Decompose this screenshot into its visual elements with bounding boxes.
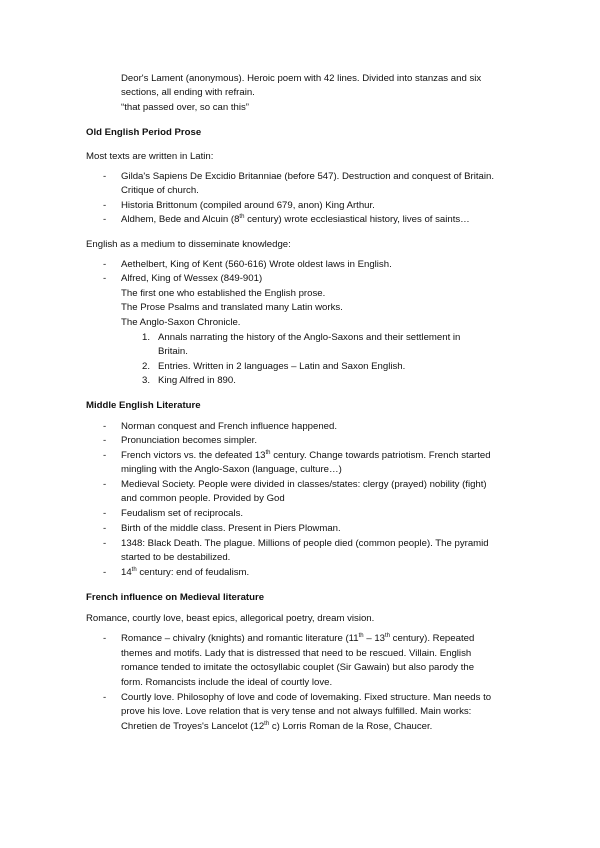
oe-bullet-1-line-2: Critique of church.	[121, 185, 199, 196]
bullet-dash: -	[103, 171, 107, 182]
deor-line-2: sections, all ending with refrain.	[121, 87, 255, 98]
numbered-item-1-line-1: Annals narrating the history of the Anglo-Saxons and their settlement in	[158, 332, 461, 343]
bullet-dash: -	[103, 450, 107, 461]
fr-bullet-1-line-2: themes and motifs. Lady that is distressed that need to be rescued. Villain. English	[121, 648, 472, 659]
numbered-marker: 3.	[142, 375, 151, 386]
fr-bullet-2-line-1: Courtly love. Philosophy of love and code of lovemaking. Fixed structure. Man needs to	[121, 692, 492, 703]
heading-french-influence: French influence on Medieval literature	[86, 592, 265, 603]
bullet-dash: -	[103, 523, 107, 534]
me-bullet-2: Pronunciation becomes simpler.	[121, 435, 257, 446]
oe-bullet2-2-sub-3: The Anglo-Saxon Chronicle.	[121, 317, 241, 328]
french-intro: Romance, courtly love, beast epics, allegorical poetry, dream vision.	[86, 613, 375, 624]
me-bullet-3-line-1: French victors vs. the defeated 13th century. Change towards patriotism. French started	[121, 450, 491, 461]
numbered-item-2: Entries. Written in 2 languages – Latin and Saxon English.	[158, 361, 406, 372]
bullet-dash: -	[103, 508, 107, 519]
deor-line-3: “that passed over, so can this”	[121, 102, 249, 113]
me-bullet-4-line-1: Medieval Society. People were divided in classes/states: clergy (prayed) nobility (fight)	[121, 479, 487, 490]
fr-bullet-1-line-4: form. Romancists include the ideal of courtly love.	[121, 677, 333, 688]
fr-bullet-1-line-3: romance tended to imitate the octosyllabic couplet (Sir Gawain) but also parody the	[121, 662, 475, 673]
oe-bullet2-2: Alfred, King of Wessex (849-901)	[121, 273, 263, 284]
bullet-dash: -	[103, 435, 107, 446]
oe-intro: Most texts are written in Latin:	[86, 151, 214, 162]
bullet-dash: -	[103, 692, 107, 703]
numbered-item-1-line-2: Britain.	[158, 346, 188, 357]
me-bullet-5: Feudalism set of reciprocals.	[121, 508, 244, 519]
bullet-dash: -	[103, 633, 107, 644]
oe-bullet-1-line-1: Gilda's Sapiens De Excidio Britanniae (before 547). Destruction and conquest of Britain.	[121, 171, 494, 182]
oe-bullet2-2-sub-1: The first one who established the English prose.	[121, 288, 326, 299]
fr-bullet-1-line-1: Romance – chivalry (knights) and romantic literature (11th – 13th century). Repeated	[121, 633, 475, 644]
me-bullet-7-line-1: 1348: Black Death. The plague. Millions of people died (common people). The pyramid	[121, 538, 489, 549]
bullet-dash: -	[103, 259, 107, 270]
bullet-dash: -	[103, 538, 107, 549]
heading-middle-english: Middle English Literature	[86, 400, 201, 411]
deor-line-1: Deor's Lament (anonymous). Heroic poem with 42 lines. Divided into stanzas and six	[121, 73, 482, 84]
oe-bullet2-1: Aethelbert, King of Kent (560-616) Wrote oldest laws in English.	[121, 259, 392, 270]
oe-bullet2-2-sub-2: The Prose Psalms and translated many Latin works.	[121, 302, 343, 313]
bullet-dash: -	[103, 200, 107, 211]
numbered-marker: 1.	[142, 332, 151, 343]
oe-bullet-3: Aldhem, Bede and Alcuin (8th century) wrote ecclesiastical history, lives of saints…	[121, 214, 470, 225]
numbered-item-3: King Alfred in 890.	[158, 375, 236, 386]
me-bullet-7-line-2: started to be destabilized.	[121, 552, 231, 563]
bullet-dash: -	[103, 273, 107, 284]
fr-bullet-2-line-3: Chretien de Troyes's Lancelot (12th c) Lorris Roman de la Rose, Chaucer.	[121, 721, 433, 732]
me-bullet-4-line-2: and common people. Provided by God	[121, 493, 285, 504]
heading-old-english-prose: Old English Period Prose	[86, 127, 202, 138]
bullet-dash: -	[103, 479, 107, 490]
oe-bullet-2: Historia Brittonum (compiled around 679, anon) King Arthur.	[121, 200, 375, 211]
oe-intro-2: English as a medium to disseminate knowledge:	[86, 239, 291, 250]
me-bullet-3-line-2: mingling with the Anglo-Saxon (language, culture…)	[121, 464, 342, 475]
bullet-dash: -	[103, 214, 107, 225]
me-bullet-8: 14th century: end of feudalism.	[121, 567, 250, 578]
me-bullet-1: Norman conquest and French influence happened.	[121, 421, 338, 432]
bullet-dash: -	[103, 567, 107, 578]
numbered-marker: 2.	[142, 361, 151, 372]
me-bullet-6: Birth of the middle class. Present in Piers Plowman.	[121, 523, 341, 534]
fr-bullet-2-line-2: prove his love. Love relation that is very tense and not always fulfilled. Main works:	[121, 706, 472, 717]
bullet-dash: -	[103, 421, 107, 432]
